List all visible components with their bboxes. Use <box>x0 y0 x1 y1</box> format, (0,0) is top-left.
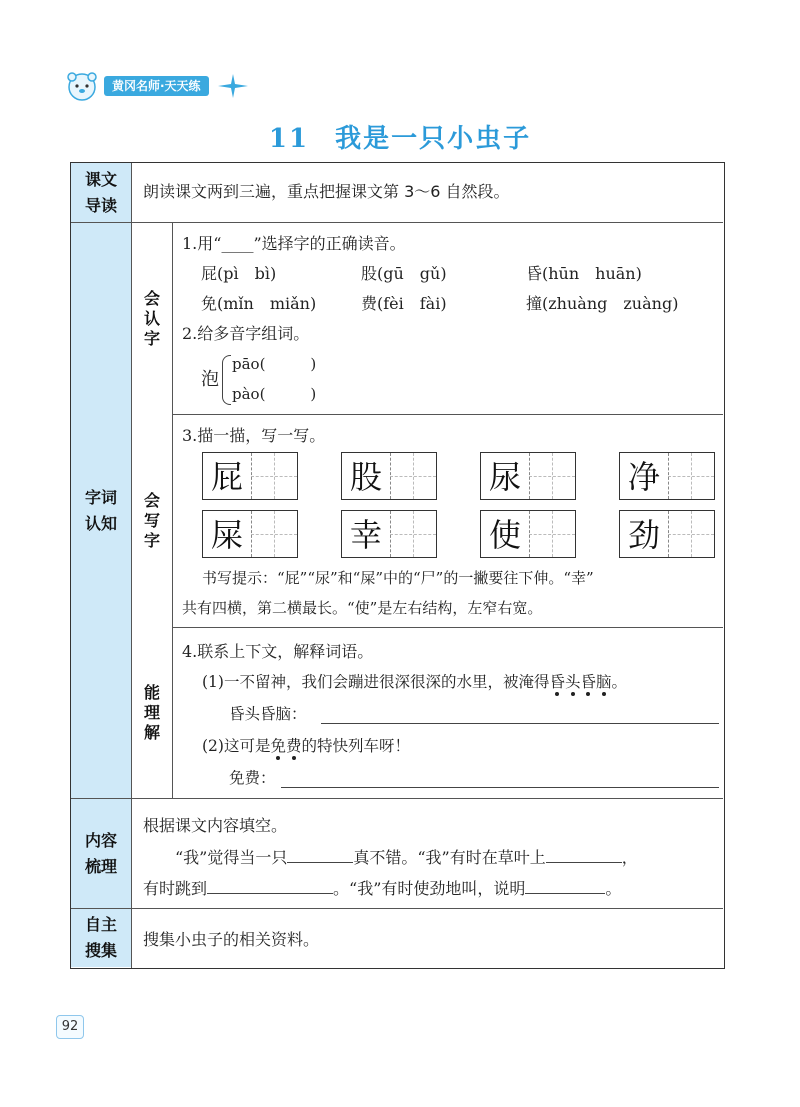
content-line-1 <box>175 846 638 869</box>
fill-blank[interactable] <box>207 877 333 894</box>
pinyin-item: 股(gū gǔ) <box>361 264 447 283</box>
pinyin-item: 费(fèi fài) <box>361 294 447 313</box>
writing-grid[interactable] <box>202 452 298 500</box>
category-label: 课文 <box>84 169 117 189</box>
brand-logo <box>60 70 250 104</box>
sublabel-text: 会认字 <box>143 288 160 348</box>
sublabel-recognize <box>132 223 172 414</box>
sentence-1 <box>202 671 627 693</box>
category-content <box>71 799 131 908</box>
category-label: 字词 <box>84 487 117 507</box>
pinyin-item: 撞(zhuàng zuàng) <box>526 294 679 313</box>
lesson-number: 11 <box>268 124 310 154</box>
fill-blank[interactable] <box>546 846 622 863</box>
sentence-text: (1)一不留神，我们会蹦进很深很深的水里，被淹得 <box>202 673 550 691</box>
keyword-text: 昏头昏脑 <box>549 673 612 691</box>
grid-char: 股 <box>349 458 382 496</box>
grid-char: 尿 <box>488 458 521 496</box>
lesson-title <box>0 118 800 155</box>
sparkle-icon <box>218 74 248 98</box>
answer-line-1[interactable] <box>321 723 719 724</box>
category-preview <box>71 163 131 222</box>
study-table <box>70 162 725 969</box>
grid-char: 屁 <box>210 458 243 496</box>
sublabel-text: 会写字 <box>143 491 160 550</box>
category-label: 梳理 <box>84 856 117 876</box>
writing-grid[interactable] <box>619 452 715 500</box>
brace <box>222 355 231 405</box>
category-collect <box>71 909 131 967</box>
collect-text: 搜集小虫子的相关资料。 <box>143 930 320 949</box>
preview-text: 朗读课文两到三遍，重点把握课文第 3～6 自然段。 <box>143 182 510 201</box>
content-text: “我”觉得当一只 <box>175 848 288 867</box>
category-label: 导读 <box>84 195 117 215</box>
answer-label: 免费： <box>229 769 276 787</box>
sublabel-understand <box>132 628 172 798</box>
answer-label: 昏头昏脑： <box>229 705 307 723</box>
keyword <box>270 735 301 757</box>
sublabel-text: 能理解 <box>143 683 160 742</box>
sentence-2 <box>202 735 410 757</box>
page-number: 92 <box>56 1015 84 1039</box>
sublabel-write <box>132 415 172 627</box>
content-line-2 <box>143 877 621 900</box>
writing-grid[interactable] <box>480 452 576 500</box>
category-label: 认知 <box>84 513 117 533</box>
writing-grid[interactable] <box>202 510 298 558</box>
divider <box>71 798 723 799</box>
content-text: ， <box>621 848 638 867</box>
content-text: 。“我”有时使劲地叫，说明 <box>333 879 526 898</box>
polyphone-blank[interactable]: pào( ) <box>232 385 317 403</box>
sentence-text: 的特快列车呀！ <box>301 737 410 755</box>
writing-grid[interactable] <box>341 452 437 500</box>
writing-grid[interactable] <box>480 510 576 558</box>
content-text: 。 <box>605 879 622 898</box>
divider <box>172 223 173 799</box>
question-3: 3.描一描，写一写。 <box>182 426 326 445</box>
divider <box>71 222 723 223</box>
fill-blank[interactable] <box>287 846 353 863</box>
emphasis-dots <box>270 756 301 760</box>
divider <box>71 908 723 909</box>
content-text: 真不错。“我”有时在草叶上 <box>353 848 546 867</box>
writing-tip: 共有四横，第二横最长。“使”是左右结构，左窄右宽。 <box>182 599 543 617</box>
divider <box>172 414 723 415</box>
grid-char: 净 <box>627 458 660 496</box>
content-intro: 根据课文内容填空。 <box>143 816 288 835</box>
fill-blank[interactable] <box>525 877 605 894</box>
polyphone-char: 泡 <box>201 369 219 390</box>
answer-line-2[interactable] <box>281 787 719 788</box>
lesson-name: 我是一只小虫子 <box>335 124 532 154</box>
question-2: 2.给多音字组词。 <box>182 324 310 343</box>
question-1: 1.用“____”选择字的正确读音。 <box>182 234 406 253</box>
writing-tip: 书写提示：“屁”“尿”和“屎”中的“尸”的一撇要往下伸。“幸” <box>202 569 594 587</box>
sentence-text: (2)这可是 <box>202 737 271 755</box>
brand-text: 黄冈名师·天天练 <box>104 76 209 96</box>
question-4: 4.联系上下文，解释词语。 <box>182 642 374 661</box>
sentence-text: 。 <box>611 673 627 691</box>
pinyin-item: 免(mǐn miǎn) <box>201 294 317 313</box>
content-text: 有时跳到 <box>143 879 208 898</box>
writing-grid[interactable] <box>619 510 715 558</box>
grid-char: 使 <box>488 516 521 554</box>
grid-char: 劲 <box>627 516 660 554</box>
divider <box>172 627 723 628</box>
category-label: 内容 <box>84 830 117 850</box>
polyphone-blank[interactable]: pāo( ) <box>232 355 317 373</box>
category-words <box>71 223 131 798</box>
pinyin-item: 昏(hūn huān) <box>526 264 642 283</box>
pinyin-item: 屁(pì bì) <box>201 264 277 283</box>
writing-grid[interactable] <box>341 510 437 558</box>
bear-icon <box>60 70 104 102</box>
grid-char: 幸 <box>349 516 382 554</box>
category-label: 搜集 <box>84 941 117 960</box>
emphasis-dots <box>549 692 611 696</box>
category-label: 自主 <box>84 915 117 934</box>
grid-char: 屎 <box>210 516 243 554</box>
divider <box>131 163 132 968</box>
keyword <box>549 671 611 693</box>
keyword-text: 免费 <box>270 737 302 755</box>
